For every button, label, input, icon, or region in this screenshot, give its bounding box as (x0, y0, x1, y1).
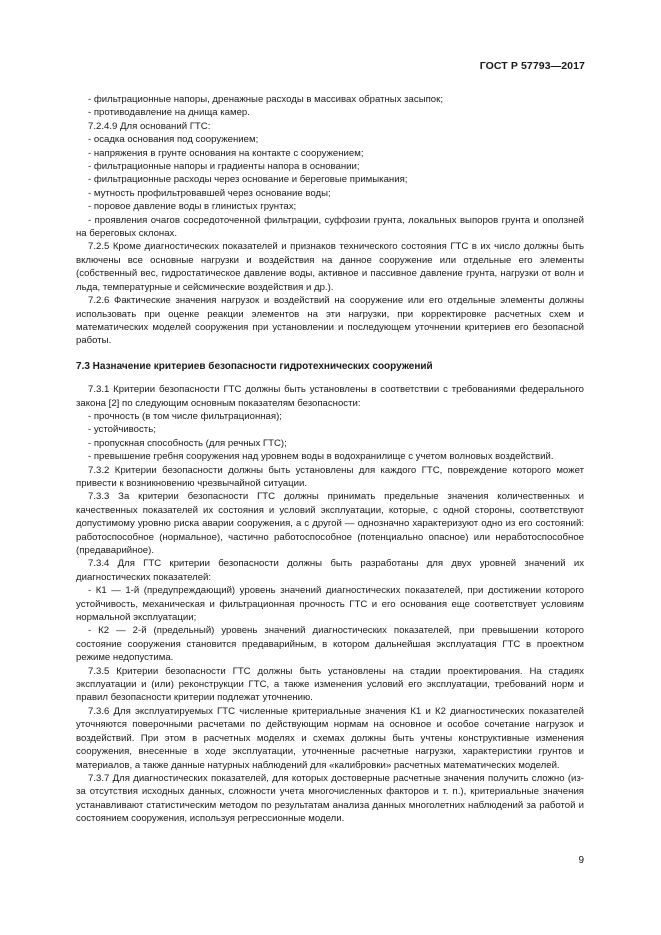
paragraph: 7.3.6 Для эксплуатируемых ГТС численные критериальные значения К1 и К2 диагностических показателей уточняются поверочными расчетами по действующим нормам на основное и особое сочетание нагрузок и воздействий. При этом в расчетных моделях и схемах должны быть учтены конструктивные изменения сооружения, внесенные в ходе эксплуатации, уточненные расчетные нагрузки, характеристики грунтов и материалов, а также данные натурных наблюдений для «калибровки» расчетных математических моделей. (76, 705, 584, 771)
section-title: 7.3 Назначение критериев безопасности гидротехнических сооружений (76, 360, 433, 372)
list-item: - превышение гребня сооружения над уровнем воды в водохранилище с учетом волновых воздействий. (88, 451, 554, 463)
document-header: ГОСТ Р 57793—2017 (479, 60, 585, 72)
paragraph: 7.3.7 Для диагностических показателей, для которых достоверные расчетные значения получить сложно (из-за отсутствия исходных данных, сложности учета многочисленных факторов и т. п.), критериальные значения устанавливают статистическим методом по результатам анализа данных многолетних наблюдений за работой и состоянием сооружения, используя регрессионные модели. (76, 772, 584, 825)
list-item: - фильтрационные расходы через основание и береговые примыкания; (88, 174, 408, 186)
page-number: 9 (578, 855, 584, 866)
list-item: - устойчивость; (88, 424, 156, 436)
list-item: - проявления очагов сосредоточенной фильтрации, суффозии грунта, локальных выпоров грунта и оползней на береговых склонах. (76, 214, 584, 240)
list-item: - К2 — 2-й (предельный) уровень значений диагностических показателей, при превышении которого состояние сооружения становится предаварийным, в котором дальнейшая эксплуатация ГТС в проектном режиме недопустима. (76, 625, 584, 664)
paragraph: 7.3.4 Для ГТС критерии безопасности должны быть разработаны для двух уровней значений их диагностических показателей: (76, 558, 584, 583)
clause-heading: 7.2.4.9 Для оснований ГТС: (88, 120, 211, 132)
list-item: - фильтрационные напоры и градиенты напора в основании; (88, 161, 360, 173)
paragraph: 7.3.5 Критерии безопасности ГТС должны быть установлены на стадии проектирования. На стадиях эксплуатации и (или) реконструкции ГТС, а также изменения условий его эксплуатации, требований норм и правил безопасности критерии подлежат уточнению. (76, 665, 584, 704)
list-item: - напряжения в грунте основания на контакте с сооружением; (88, 147, 364, 159)
list-item: - противодавление на днища камер. (88, 107, 250, 119)
list-item: - К1 — 1-й (предупреждающий) уровень значений диагностических показателей, при достижении которого устойчивость, механическая и фильтрационная прочность ГТС и его основания еще соответствует условиям нормальной эксплуатации; (76, 585, 584, 624)
list-item: - прочность (в том числе фильтрационная); (88, 410, 282, 422)
list-item: - пропускная способность (для речных ГТС); (88, 437, 287, 449)
paragraph: 7.2.6 Фактические значения нагрузок и воздействий на сооружение или его отдельные элементы должны использовать при оценке реакции элементов на эти нагрузки, при корректировке расчетных схем и математических моделей сооружения при установлении и последующем уточнении критериев его безопасной работы. (76, 295, 584, 347)
paragraph: 7.2.5 Кроме диагностических показателей и признаков технического состояния ГТС в их число должны быть включены все основные нагрузки и воздействия на данное сооружение или отдельные его элементы (собственный вес, гидростатическое давление воды, активное и пассивное давление грунта, нагрузки от волн и льда, температурные и сейсмические воздействия и др.). (76, 241, 584, 293)
paragraph: 7.3.2 Критерии безопасности должны быть установлены для каждого ГТС, повреждение которого может привести к возникновению чрезвычайной ситуации. (76, 464, 584, 489)
list-item: - поровое давление воды в глинистых грунтах; (88, 201, 297, 213)
paragraph: 7.3.3 За критерии безопасности ГТС должны принимать предельные значения количественных и качественных показателей их состояния и условий эксплуатации, которые, с одной стороны, соответствуют допустимому уровню риска аварии сооружения, а с другой — однозначно характеризуют одно из его состояний: работоспособное (нормальное), частично работоспособное (потенциально опасное) или неработоспособное (предаварийное). (76, 491, 584, 556)
list-item: - фильтрационные напоры, дренажные расходы в массивах обратных засыпок; (88, 94, 443, 105)
paragraph: 7.3.1 Критерии безопасности ГТС должны быть установлены в соответствии с требованиями федерального закона [2] по следующим основным показателям безопасности: (76, 384, 584, 409)
document-body (76, 93, 584, 826)
list-item: - мутность профильтровавшей через основание воды; (88, 187, 331, 199)
list-item: - осадка основания под сооружением; (88, 134, 259, 146)
